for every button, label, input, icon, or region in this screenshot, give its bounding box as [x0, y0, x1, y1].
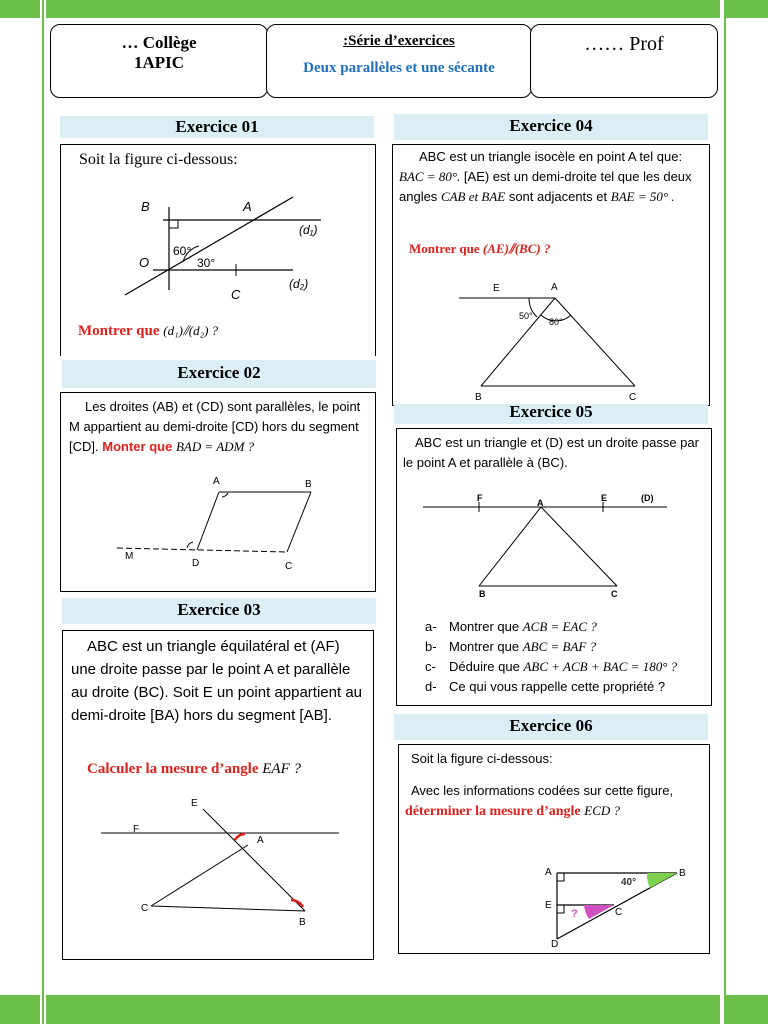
ex02-box — [60, 392, 376, 592]
ex06-angle-unknown: ? — [571, 908, 578, 920]
ex04-title: Exercice 04 — [394, 114, 708, 140]
bottom-border-bar — [0, 995, 768, 1024]
ex01-label-d1: (d₁) — [299, 223, 318, 237]
header-college-box — [50, 24, 268, 98]
ex01-angle-30: 30° — [197, 256, 216, 270]
prof-name: …… Prof — [584, 33, 664, 55]
ex01-label-b: B — [141, 199, 150, 214]
ex05-item: b- Montrer que ABC = BAF ? — [425, 639, 597, 654]
ex06-label-b: B — [679, 868, 686, 879]
ex04-box — [392, 144, 710, 406]
ex05-title: Exercice 05 — [394, 404, 708, 424]
ex03-label-f: F — [133, 824, 140, 835]
ex05-label-d: (D) — [641, 493, 654, 503]
ex06-box — [398, 744, 710, 954]
ex05-box — [396, 428, 712, 706]
ex06-title: Exercice 06 — [394, 714, 708, 740]
header-series-box — [266, 24, 532, 98]
ex05-item: a- Montrer que ACB = EAC ? — [425, 619, 597, 634]
ex02-label-c: C — [285, 561, 293, 572]
ex06-label-e: E — [545, 900, 552, 911]
college-name: … Collège — [121, 33, 197, 52]
ex02-figure — [61, 393, 377, 593]
ex01-angle-60: 60° — [173, 244, 192, 258]
series-title: :Série d’exercices — [343, 33, 455, 49]
ex05-item: c- Déduire que ABC + ACB + BAC = 180° ? — [425, 659, 678, 674]
ex03-box — [62, 630, 374, 960]
ex04-angle-80: 80° — [549, 317, 563, 327]
ex04-figure — [393, 145, 711, 407]
ex02-label-d: D — [192, 558, 200, 569]
ex03-label-e: E — [191, 798, 198, 809]
class-level: 1APIC — [133, 53, 185, 72]
ex01-box — [60, 144, 376, 356]
ex03-text: ABC est un triangle équilatéral et (AF) une droite passe par le point A et parallèle au droite (BC). Soit E un point appartient au demi-droite [BA) hors du segment [AB]. — [71, 638, 363, 724]
ex01-title: Exercice 01 — [60, 116, 374, 138]
ex01-label-d2: (d₂) — [289, 277, 309, 291]
ex05-item: d- Ce qui vous rappelle cette propriété ? — [425, 679, 666, 694]
ex02-label-m: M — [125, 551, 134, 562]
left-border-line — [42, 0, 44, 1024]
ex06-label-c: C — [615, 907, 623, 918]
ex05-items — [425, 617, 707, 697]
ex01-question: Montrer que (d₁)⫽(d₂) ? — [78, 323, 219, 339]
ex05-label-c: C — [611, 589, 618, 599]
ex04-label-e: E — [493, 283, 500, 294]
right-border-line — [724, 0, 726, 1024]
ex02-text: Les droites (AB) et (CD) sont parallèles, le point M appartient au demi-droite [CD) hors du segment [CD]. Monter que BAD = ADM ? — [69, 399, 361, 454]
ex02-label-b: B — [305, 479, 312, 490]
ex03-title: Exercice 03 — [62, 598, 376, 624]
ex01-label-c: C — [231, 287, 241, 302]
ex06-figure — [399, 745, 711, 955]
ex04-label-c: C — [629, 392, 637, 403]
ex01-label-o: O — [139, 255, 150, 270]
header-prof-box — [530, 24, 718, 98]
ex01-intro: Soit la figure ci-dessous: — [79, 151, 238, 168]
ex05-label-b: B — [479, 589, 486, 599]
ex01-label-a: A — [243, 199, 252, 214]
ex03-label-a: A — [257, 835, 264, 846]
ex06-label-a: A — [545, 867, 552, 878]
ex04-text: ABC est un triangle isocèle en point A tel que: BAC = 80°. [AE) est un demi-droite tel que les deux angles CAB et BAE sont adjacents et BAE = 50° . — [399, 149, 692, 204]
ex04-question: Montrer que (AE)⫽(BC) ? — [409, 241, 551, 256]
ex04-label-a: A — [551, 282, 558, 293]
ex05-label-e: E — [601, 493, 608, 503]
ex03-label-c: C — [141, 903, 149, 914]
ex03-label-b: B — [299, 917, 306, 928]
ex06-text: Avec les informations codées sur cette figure, déterminer la mesure d’angle ECD ? — [405, 783, 674, 819]
ex06-label-d: D — [551, 939, 559, 950]
ex02-title: Exercice 02 — [62, 360, 376, 388]
top-border-bar — [0, 0, 768, 18]
ex06-angle-40: 40° — [621, 877, 637, 888]
ex05-label-f: F — [477, 493, 483, 503]
ex03-figure — [63, 631, 375, 961]
ex02-label-a: A — [213, 476, 220, 487]
ex06-intro: Soit la figure ci-dessous: — [411, 751, 553, 766]
ex05-label-a: A — [537, 498, 544, 508]
ex05-text: ABC est un triangle et (D) est un droite passe par le point A et parallèle à (BC). — [403, 435, 699, 470]
ex04-angle-50: 50° — [519, 311, 533, 321]
series-subtitle: Deux parallèles et une sécante — [303, 60, 495, 76]
ex04-label-b: B — [475, 392, 482, 403]
ex03-question: Calculer la mesure d’angle EAF ? — [87, 761, 302, 777]
